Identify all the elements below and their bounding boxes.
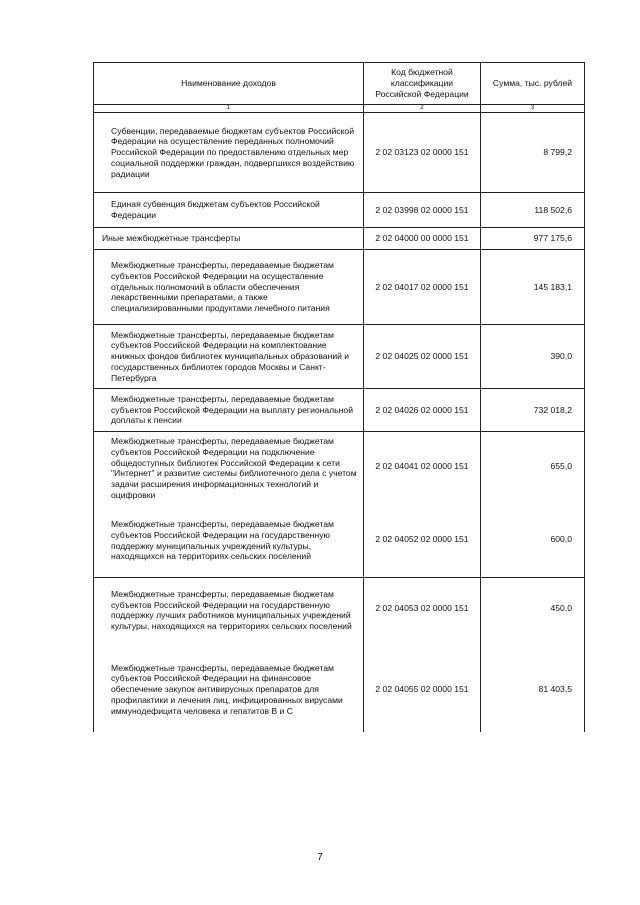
column-number: 1: [94, 105, 364, 113]
table-row: [94, 325, 585, 389]
row-sum: 655,0: [481, 432, 585, 510]
header-code: Код бюджетной классификации Российской Федерации: [364, 63, 481, 105]
row-sum: 118 502,6: [481, 193, 585, 228]
row-code: 2 02 04053 02 0000 151: [364, 578, 481, 648]
header-name: Наименование доходов: [94, 63, 364, 105]
row-sum: 600,0: [481, 510, 585, 578]
table-row: [94, 250, 585, 325]
table-row: [94, 193, 585, 228]
table-row: [94, 389, 585, 432]
row-code: 2 02 04026 02 0000 151: [364, 389, 481, 432]
table-row: [94, 510, 585, 578]
row-name: Межбюджетные трансферты, передаваемые бюджетам субъектов Российской Федерации на государственную поддержку муниципальных учреждений культуры, находящихся на территориях сельских поселений: [94, 510, 364, 578]
row-name: Межбюджетные трансферты, передаваемые бюджетам субъектов Российской Федерации на государственную поддержку лучших работников муниципальных учреждений культуры, находящихся на территориях сельских поселений: [94, 578, 364, 648]
column-number: 2: [364, 105, 481, 113]
table-row: [94, 432, 585, 510]
header-sum: Сумма, тыс. рублей: [481, 63, 585, 105]
column-number: 3: [481, 105, 585, 113]
row-sum: 732 018,2: [481, 389, 585, 432]
table-row: [94, 648, 585, 732]
row-name: Межбюджетные трансферты, передаваемые бюджетам субъектов Российской Федерации на выплату региональной доплаты к пенсии: [94, 389, 364, 432]
row-code: 2 02 04055 02 0000 151: [364, 648, 481, 732]
row-sum: 977 175,6: [481, 228, 585, 250]
row-sum: 145 183,1: [481, 250, 585, 325]
table-row: [94, 228, 585, 250]
row-code: 2 02 04017 02 0000 151: [364, 250, 481, 325]
row-name: Субвенции, передаваемые бюджетам субъектов Российской Федерации на осуществление переданных полномочий Российской Федерации по предоставлению отдельных мер социальной поддержки граждан, подвергшихся воздействию радиации: [94, 113, 364, 193]
table-header-row: [94, 63, 585, 105]
row-name: Межбюджетные трансферты, передаваемые бюджетам субъектов Российской Федерации на комплектование книжных фондов библиотек муниципальных образований и государственных библиотек городов Москвы и Санкт-Петербурга: [94, 325, 364, 389]
row-code: 2 02 03123 02 0000 151: [364, 113, 481, 193]
row-name: Единая субвенция бюджетам субъектов Российской Федерации: [94, 193, 364, 228]
column-number-row: [94, 105, 585, 113]
row-sum: 390,0: [481, 325, 585, 389]
row-sum: 450,0: [481, 578, 585, 648]
table-row: [94, 578, 585, 648]
page-number: 7: [317, 852, 323, 863]
row-name: Иные межбюджетные трансферты: [94, 228, 364, 250]
revenue-table: [93, 62, 585, 732]
row-code: 2 02 04052 02 0000 151: [364, 510, 481, 578]
row-code: 2 02 04025 02 0000 151: [364, 325, 481, 389]
table-row: [94, 113, 585, 193]
row-sum: 81 403,5: [481, 648, 585, 732]
row-code: 2 02 04041 02 0000 151: [364, 432, 481, 510]
row-sum: 8 799,2: [481, 113, 585, 193]
row-code: 2 02 03998 02 0000 151: [364, 193, 481, 228]
revenue-table-wrapper: [93, 62, 584, 732]
row-code: 2 02 04000 00 0000 151: [364, 228, 481, 250]
row-name: Межбюджетные трансферты, передаваемые бюджетам субъектов Российской Федерации на осуществление отдельных полномочий в области обеспечения лекарственными препаратами, а также специализированными продуктами лечебного питания: [94, 250, 364, 325]
row-name: Межбюджетные трансферты, передаваемые бюджетам субъектов Российской Федерации на подключение общедоступных библиотек Российской Федерации к сети "Интернет" и развитие системы библиотечного дела с учетом задачи расширения информационных технологий и оцифровки: [94, 432, 364, 510]
row-name: Межбюджетные трансферты, передаваемые бюджетам субъектов Российской Федерации на финансовое обеспечение закупок антивирусных препаратов для профилактики и лечения лиц, инфицированных вирусами иммунодефицита человека и гепатитов В и С: [94, 648, 364, 732]
